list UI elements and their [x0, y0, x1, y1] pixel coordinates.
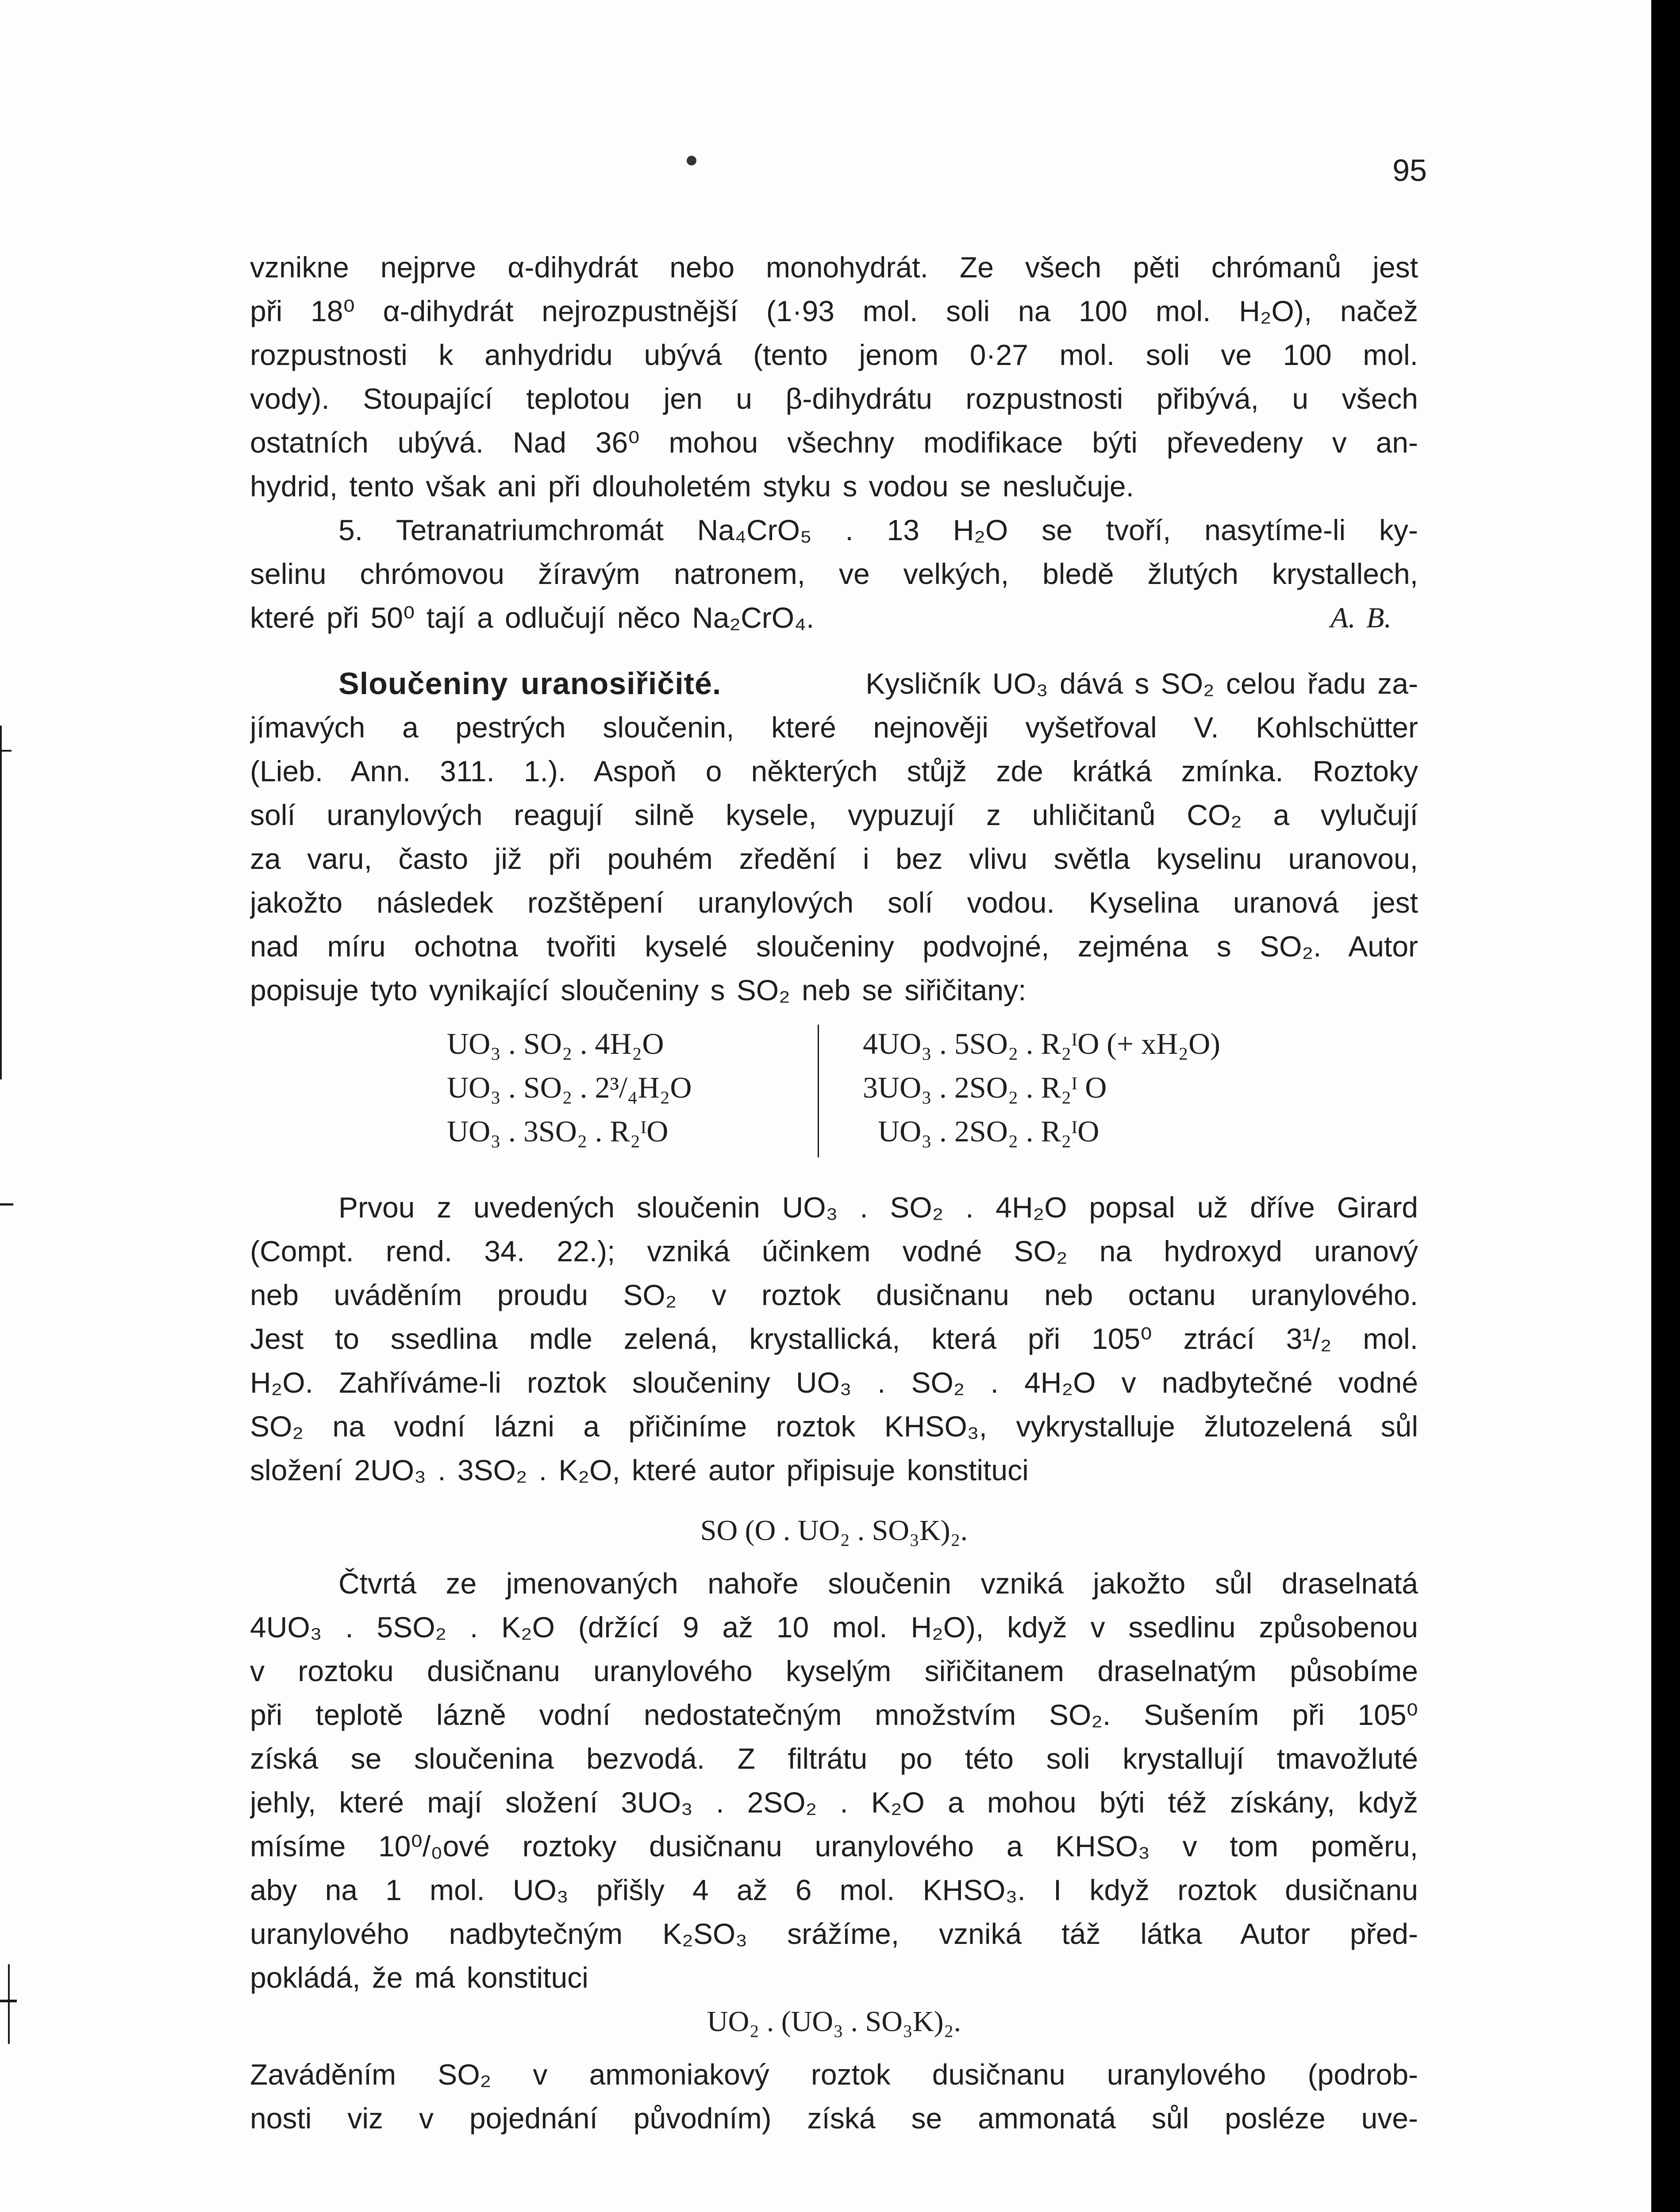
scan-edge-mark	[8, 1964, 10, 2044]
text-fragment: které při 50⁰ tají a odlučují něco Na₂CrO₄.	[250, 601, 815, 634]
structural-formula-1: SO (O . UO₂ . SO₃K)₂.	[700, 1514, 968, 1547]
text-line: Jest to ssedlina mdle zelená, krystallická, která při 105⁰ ztrácí 3¹/₂ mol.	[250, 1322, 1418, 1355]
text-line: 4UO₃ . 5SO₂ . K₂O (držící 9 až 10 mol. H₂O), když v ssedlinu způsobenou	[250, 1611, 1418, 1644]
text-line: pokládá, že má konstituci	[250, 1961, 588, 1994]
text-line: vznikne nejprve α-dihydrát nebo monohydrát. Ze všech pěti chrómanů jest	[250, 251, 1418, 284]
text-line: SO₂ na vodní lázni a přičiníme roztok KHSO₃, vykrystalluje žlutozelená sůl	[250, 1410, 1418, 1443]
page-dot-mark	[687, 156, 696, 165]
scan-edge-mark	[0, 726, 2, 1079]
text-line: složení 2UO₃ . 3SO₂ . K₂O, které autor připisuje konstituci	[250, 1454, 1029, 1486]
text-line: vody). Stoupající teplotou jen u β-dihydrátu rozpustnosti přibývá, u všech	[250, 382, 1418, 415]
text-line-with-signature	[250, 596, 1418, 640]
text-line: H₂O. Zahříváme-li roztok sloučeniny UO₃ . SO₂ . 4H₂O v nadbytečné vodné	[250, 1366, 1418, 1399]
text-line: rozpustnosti k anhydridu ubývá (tento jenom 0·27 mol. soli ve 100 mol.	[250, 338, 1418, 371]
text-line: nad míru ochotna tvořiti kyselé sloučeniny podvojné, zejména s SO₂. Autor	[250, 930, 1418, 963]
text-line: nosti viz v pojednání původním) získá se ammonatá sůl posléze uve-	[250, 2102, 1418, 2135]
text-line: Prvou z uvedených sloučenin UO₃ . SO₂ . 4H₂O popsal už dříve Girard	[338, 1191, 1418, 1224]
formula-divider	[818, 1025, 819, 1157]
text-line: Zaváděním SO₂ v ammoniakový roztok dusičnanu uranylového (podrob-	[250, 2058, 1418, 2091]
paragraph-6	[250, 2053, 1418, 2140]
formula-row: UO₃ . SO₂ . 4H₂O	[447, 1027, 664, 1060]
structural-formula-2: UO₂ . (UO₃ . SO₃K)₂.	[707, 2005, 961, 2038]
text-line: ostatních ubývá. Nad 36⁰ mohou všechny modifikace býti převedeny v an-	[250, 426, 1418, 459]
text-line: uranylového nadbytečným K₂SO₃ srážíme, vzniká táž látka Autor před-	[250, 1917, 1418, 1950]
formula-table	[447, 1022, 1332, 1168]
text-line: v roztoku dusičnanu uranylového kyselým siřičitanem draselnatým působíme	[250, 1655, 1418, 1687]
text-line: popisuje tyto vynikající sloučeniny s SO₂ neb se siřičitany:	[250, 974, 1026, 1006]
formula-row: UO₃ . SO₂ . 2³/₄H₂O	[447, 1071, 692, 1104]
paragraph-5	[250, 1562, 1418, 2000]
author-signature: A. B.	[1330, 602, 1392, 634]
paragraph-1	[250, 246, 1418, 508]
paragraph-4	[250, 1186, 1418, 1492]
formula-row: 3UO₃ . 2SO₂ . R₂ᴵ O	[863, 1071, 1107, 1104]
text-line: neb uváděním proudu SO₂ v roztok dusičnanu neb octanu uranylového.	[250, 1279, 1418, 1311]
heading-line	[250, 662, 1418, 706]
text-line: aby na 1 mol. UO₃ přišly 4 až 6 mol. KHSO₃. I když roztok dusičnanu	[250, 1874, 1418, 1906]
text-line: získá se sloučenina bezvodá. Z filtrátu po této soli krystallují tmavožluté	[250, 1742, 1418, 1775]
text-line: při teplotě lázně vodní nedostatečným množstvím SO₂. Sušením při 105⁰	[250, 1698, 1418, 1731]
paragraph-2	[250, 508, 1418, 640]
page-number: 95	[1392, 153, 1427, 188]
text-line: selinu chrómovou žíravým natronem, ve velkých, bledě žlutých krystallech,	[250, 557, 1418, 590]
section-heading: Sloučeniny uranosiřičité.	[338, 666, 722, 701]
text-line: jakožto následek rozštěpení uranylových solí vodou. Kyselina uranová jest	[250, 886, 1418, 919]
formula-column-right	[863, 1022, 1332, 1153]
formula-row: 4UO₃ . 5SO₂ . R₂ᴵO (+ xH₂O)	[863, 1027, 1220, 1060]
text-fragment: Kysličník UO₃ dává s SO₂ celou řadu za-	[865, 667, 1418, 700]
scan-edge-mark	[0, 1203, 13, 1206]
text-line: jehly, které mají složení 3UO₃ . 2SO₂ . K₂O a mohou býti též získány, když	[250, 1786, 1418, 1819]
paragraph-3	[250, 662, 1418, 1012]
text-line: mísíme 10⁰/₀ové roztoky dusičnanu uranylového a KHSO₃ v tom poměru,	[250, 1830, 1418, 1863]
formula-row: UO₃ . 2SO₂ . R₂ᴵO	[863, 1114, 1099, 1148]
text-line: (Lieb. Ann. 311. 1.). Aspoň o některých stůjž zde krátká zmínka. Roztoky	[250, 755, 1418, 787]
text-line: hydrid, tento však ani při dlouholetém styku s vodou se neslučuje.	[250, 470, 1134, 503]
text-line: (Compt. rend. 34. 22.); vzniká účinkem vodné SO₂ na hydroxyd uranový	[250, 1235, 1418, 1267]
formula-column-left	[447, 1022, 801, 1153]
text-line: solí uranylových reagují silně kysele, vypuzují z uhličitanů CO₂ a vylučují	[250, 799, 1418, 831]
formula-row: UO₃ . 3SO₂ . R₂ᴵO	[447, 1114, 669, 1148]
text-line: Čtvrtá ze jmenovaných nahoře sloučenin vzniká jakožto sůl draselnatá	[338, 1567, 1418, 1600]
text-line: za varu, často již při pouhém zředění i bez vlivu světla kyselinu uranovou,	[250, 842, 1418, 875]
text-line: při 18⁰ α-dihydrát nejrozpustnější (1·93 mol. soli na 100 mol. H₂O), načež	[250, 295, 1418, 327]
text-line: jímavých a pestrých sloučenin, které nejnověji vyšetřoval V. Kohlschütter	[250, 711, 1418, 744]
text-line: 5. Tetranatriumchromát Na₄CrO₅ . 13 H₂O se tvoří, nasytíme-li ky-	[338, 514, 1418, 546]
